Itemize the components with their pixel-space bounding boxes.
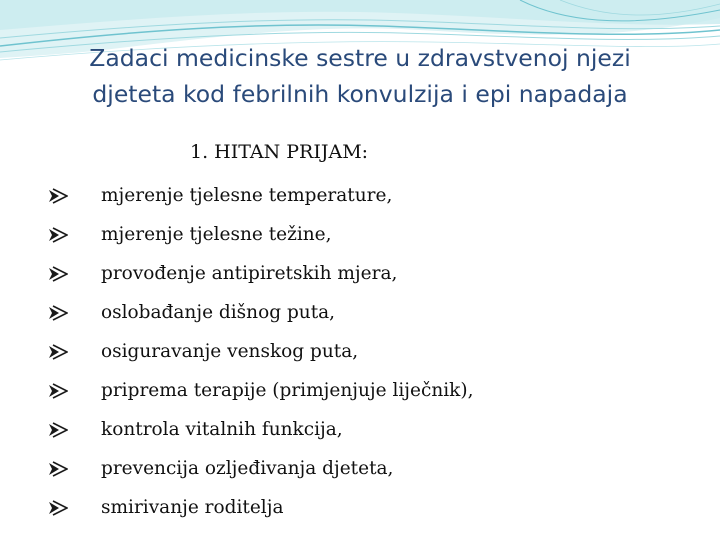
list-item-9 bbox=[48, 488, 473, 527]
arrow-bullet-icon bbox=[48, 305, 68, 321]
list-item-text: smirivanje roditelja bbox=[101, 497, 284, 518]
list-item-text: prevencija ozljeđivanja djeteta, bbox=[101, 458, 394, 479]
list-item-4 bbox=[48, 293, 473, 332]
slide-title bbox=[20, 40, 700, 112]
section-heading: 1. HITAN PRIJAM: bbox=[190, 141, 369, 163]
arrow-bullet-icon bbox=[48, 422, 68, 438]
list-item-3 bbox=[48, 254, 473, 293]
list-item-2 bbox=[48, 215, 473, 254]
list-item-1 bbox=[48, 176, 473, 215]
arrow-bullet-icon bbox=[48, 344, 68, 360]
arrow-bullet-icon bbox=[48, 188, 68, 204]
list-item-text: osiguravanje venskog puta, bbox=[101, 341, 359, 362]
list-item-6 bbox=[48, 371, 473, 410]
list-item-text: kontrola vitalnih funkcija, bbox=[101, 419, 343, 440]
list-item-text: mjerenje tjelesne težine, bbox=[101, 224, 332, 245]
arrow-bullet-icon bbox=[48, 500, 68, 516]
task-list bbox=[48, 176, 473, 527]
list-item-7 bbox=[48, 410, 473, 449]
arrow-bullet-icon bbox=[48, 383, 68, 399]
slide-title-line-2: djeteta kod febrilnih konvulzija i epi napadaja bbox=[92, 80, 628, 108]
list-item-5 bbox=[48, 332, 473, 371]
list-item-text: priprema terapije (primjenjuje liječnik), bbox=[101, 380, 474, 401]
arrow-bullet-icon bbox=[48, 461, 68, 477]
slide-title-line-1: Zadaci medicinske sestre u zdravstvenoj njezi bbox=[89, 44, 631, 72]
arrow-bullet-icon bbox=[48, 227, 68, 243]
arrow-bullet-icon bbox=[48, 266, 68, 282]
list-item-text: mjerenje tjelesne temperature, bbox=[101, 185, 393, 206]
list-item-text: provođenje antipiretskih mjera, bbox=[101, 263, 398, 284]
list-item-text: oslobađanje dišnog puta, bbox=[101, 302, 336, 323]
list-item-8 bbox=[48, 449, 473, 488]
